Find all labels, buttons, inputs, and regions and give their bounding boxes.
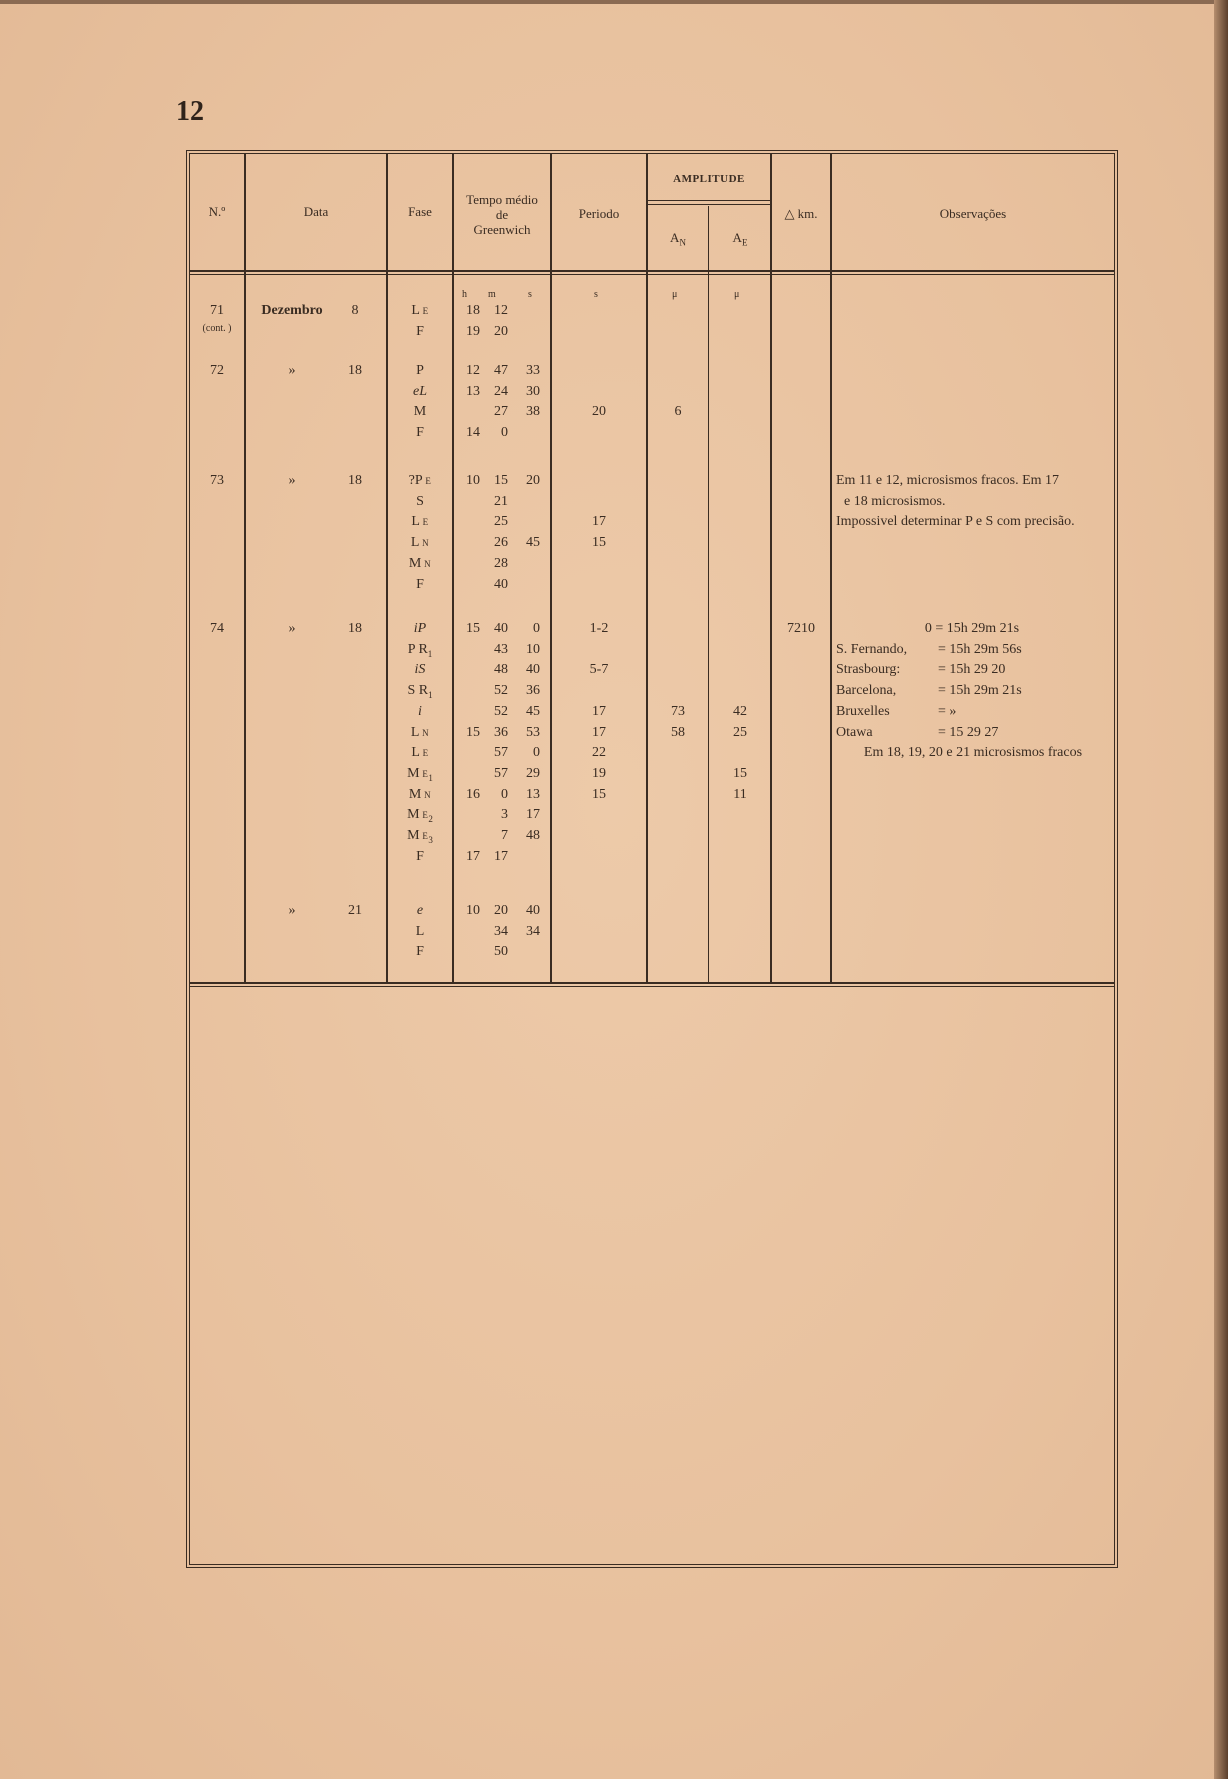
time-minutes: 17	[494, 848, 508, 864]
phase-label: F	[416, 425, 424, 441]
time-hours: 18	[466, 303, 480, 318]
header-an-letter: A	[670, 230, 680, 245]
time-seconds: 10	[526, 641, 540, 657]
col-divider-delta	[830, 154, 832, 982]
header-ae	[710, 230, 770, 251]
entry-number: 74	[210, 621, 224, 636]
time-hours: 10	[466, 473, 480, 488]
period-value: 22	[592, 745, 606, 761]
time-seconds: 53	[526, 724, 540, 740]
time-hours: 17	[466, 848, 480, 864]
header-no: N.º	[208, 204, 226, 219]
entry-number: 72	[210, 363, 224, 378]
time-minutes: 34	[494, 923, 508, 939]
header-bottom-rule	[190, 270, 1114, 272]
phase-label: L	[415, 923, 425, 939]
phase-label: i	[418, 703, 422, 719]
time-minutes: 0	[501, 786, 508, 802]
amplitude-ae: 11	[733, 786, 747, 802]
phase-label: L E	[411, 303, 429, 318]
time-seconds: 38	[526, 404, 540, 420]
time-seconds: 13	[526, 786, 540, 802]
time-minutes: 20	[494, 903, 508, 918]
header-tempo-line3: Greenwich	[473, 222, 531, 237]
header-observacoes: Observações	[939, 206, 1007, 221]
phase-label: M	[413, 404, 427, 420]
time-minutes: 7	[501, 828, 508, 843]
phase-label: iS	[414, 662, 426, 678]
station-time: = 15h 29m 56s	[938, 641, 1022, 657]
phase-label: P $R_1$	[407, 641, 433, 659]
period-value: 5-7	[589, 662, 609, 678]
time-hours: 15	[466, 724, 480, 740]
time-minutes: 25	[494, 514, 508, 530]
phase-label: L N	[410, 724, 430, 740]
phase-label: F	[416, 576, 424, 592]
header-tempo-line1: Tempo médio	[466, 192, 538, 207]
header-periodo: Periodo	[578, 206, 620, 221]
entry-cont-note: (cont. )	[202, 323, 232, 334]
time-minutes: 28	[494, 555, 508, 571]
time-minutes: 3	[501, 807, 508, 823]
phase-label: M $E_1$	[407, 765, 433, 783]
phase-label: ?P E	[408, 473, 432, 488]
amplitude-ae: 42	[733, 703, 747, 719]
observation-line: Em 11 e 12, microsismos fracos. Em 17	[836, 473, 1060, 488]
station-time: = »	[938, 703, 957, 719]
unit-periodo: s	[594, 289, 598, 300]
amplitude-ae: 15	[733, 765, 747, 781]
entry-day: 21	[348, 903, 362, 918]
amplitude-subrule-2	[646, 204, 770, 205]
phase-label: M $E_3$	[407, 828, 433, 845]
header-delta-km: △ km.	[784, 206, 818, 221]
section-bottom-rule-2	[190, 986, 1114, 987]
time-minutes: 20	[494, 323, 508, 339]
observation-note: Em 18, 19, 20 e 21 microsismos fracos	[863, 745, 1083, 761]
unit-ae: μ	[734, 289, 740, 300]
station-name: Barcelona,	[836, 683, 897, 699]
entry-number: 73	[210, 473, 224, 488]
header-tempo	[454, 192, 550, 237]
phase-label: F	[416, 944, 424, 960]
time-seconds: 30	[526, 383, 540, 399]
phase-label: L E	[411, 745, 429, 761]
col-divider-no	[244, 154, 246, 982]
header-tempo-line2: de	[495, 207, 509, 222]
time-minutes: 52	[494, 683, 508, 699]
entry-month: »	[288, 903, 296, 918]
time-seconds: 36	[526, 683, 540, 699]
phase-label: L E	[411, 514, 429, 530]
time-seconds: 48	[526, 828, 540, 843]
time-seconds: 40	[526, 903, 540, 918]
time-minutes: 47	[494, 363, 508, 378]
period-value: 17	[592, 514, 606, 530]
phase-label: S $R_1$	[407, 683, 433, 700]
col-divider-ae	[770, 154, 772, 982]
period-value: 1-2	[589, 621, 609, 636]
time-hours: 12	[466, 363, 480, 378]
time-seconds: 45	[526, 535, 540, 551]
phase-label: S	[416, 493, 424, 509]
station-time: = 15h 29m 21s	[938, 683, 1022, 699]
page-number: 12	[176, 96, 204, 127]
entry-day: 8	[351, 303, 359, 318]
phase-label: eL	[413, 383, 427, 399]
time-seconds: 34	[526, 923, 540, 939]
entry-number: 71	[210, 303, 224, 318]
time-minutes: 40	[494, 621, 508, 636]
header-ae-letter: A	[732, 230, 742, 245]
time-minutes: 48	[494, 662, 508, 678]
phase-label: M $E_2$	[407, 807, 433, 825]
observation-line: e 18 microsismos.	[844, 493, 946, 509]
entry-month: Dezembro	[261, 303, 323, 318]
unit-m: m	[488, 289, 496, 300]
amplitude-ae: 25	[733, 724, 747, 740]
phase-label: L N	[410, 535, 430, 551]
phase-label: F	[416, 323, 424, 339]
section-bottom-rule	[190, 982, 1114, 984]
time-minutes: 36	[494, 724, 508, 740]
station-name: Bruxelles	[836, 703, 890, 719]
unit-h: h	[462, 289, 467, 300]
station-time: = 15 29 27	[938, 724, 999, 740]
col-divider-periodo	[646, 154, 648, 982]
station-time: = 15h 29 20	[938, 662, 1006, 678]
time-minutes: 27	[494, 404, 508, 420]
entry-delta-km: 7210	[787, 621, 815, 636]
header-an-sub: N	[679, 237, 686, 248]
time-hours: 15	[466, 621, 480, 636]
time-seconds: 45	[526, 703, 540, 719]
amplitude-an: 6	[674, 404, 682, 420]
station-name: Strasbourg:	[836, 662, 901, 678]
phase-label: iP	[413, 621, 427, 636]
observation-origin-time: 0 = 15h 29m 21s	[924, 621, 1020, 636]
time-minutes: 43	[494, 641, 508, 657]
time-minutes: 26	[494, 535, 508, 551]
col-divider-tempo	[550, 154, 552, 982]
unit-an: μ	[672, 289, 678, 300]
time-minutes: 57	[494, 745, 508, 761]
observation-line: Impossivel determinar P e S com precisão.	[836, 514, 1075, 530]
time-minutes: 21	[494, 493, 508, 509]
entry-day: 18	[348, 363, 362, 378]
time-seconds: 29	[526, 765, 540, 781]
time-hours: 10	[466, 903, 480, 918]
time-minutes: 57	[494, 765, 508, 781]
time-seconds: 17	[526, 807, 540, 823]
entry-month: »	[288, 621, 296, 636]
time-minutes: 52	[494, 703, 508, 719]
time-seconds: 40	[526, 662, 540, 678]
time-minutes: 12	[494, 303, 508, 318]
period-value: 17	[592, 724, 606, 740]
period-value: 20	[592, 404, 606, 420]
unit-s: s	[528, 289, 532, 300]
time-hours: 13	[466, 383, 480, 399]
entry-day: 18	[348, 473, 362, 488]
time-seconds: 20	[526, 473, 540, 488]
phase-label: P	[416, 363, 424, 378]
period-value: 17	[592, 703, 606, 719]
amplitude-an: 58	[671, 724, 685, 740]
page-top-edge	[0, 0, 1228, 4]
header-amplitude: AMPLITUDE	[673, 173, 745, 185]
phase-label: M N	[408, 555, 432, 571]
phase-label: M N	[408, 786, 432, 802]
time-minutes: 15	[494, 473, 508, 488]
time-hours: 16	[466, 786, 480, 802]
header-ae-sub: E	[741, 237, 748, 248]
amplitude-an: 73	[671, 703, 685, 719]
time-minutes: 24	[494, 383, 508, 399]
entry-month: »	[288, 473, 296, 488]
book-spine	[1214, 0, 1228, 1779]
header-bottom-rule-2	[190, 274, 1114, 275]
time-minutes: 50	[494, 944, 508, 960]
entry-month: »	[288, 363, 296, 378]
time-seconds: 33	[526, 363, 540, 378]
header-data: Data	[303, 204, 329, 219]
amplitude-subrule	[646, 200, 770, 201]
entry-day: 18	[348, 621, 362, 636]
period-value: 15	[592, 786, 606, 802]
time-minutes: 0	[501, 425, 508, 441]
station-name: Otawa	[836, 724, 873, 740]
period-value: 15	[592, 535, 606, 551]
time-hours: 19	[466, 323, 480, 339]
time-seconds: 0	[533, 745, 540, 761]
time-minutes: 40	[494, 576, 508, 592]
header-an	[648, 230, 708, 251]
station-name: S. Fernando,	[836, 641, 908, 657]
header-fase: Fase	[408, 204, 432, 219]
col-divider-amp	[708, 206, 709, 982]
phase-label: F	[416, 848, 424, 864]
phase-label: e	[416, 903, 424, 918]
period-value: 19	[592, 765, 606, 781]
time-hours: 14	[466, 425, 480, 441]
time-seconds: 0	[533, 621, 540, 636]
